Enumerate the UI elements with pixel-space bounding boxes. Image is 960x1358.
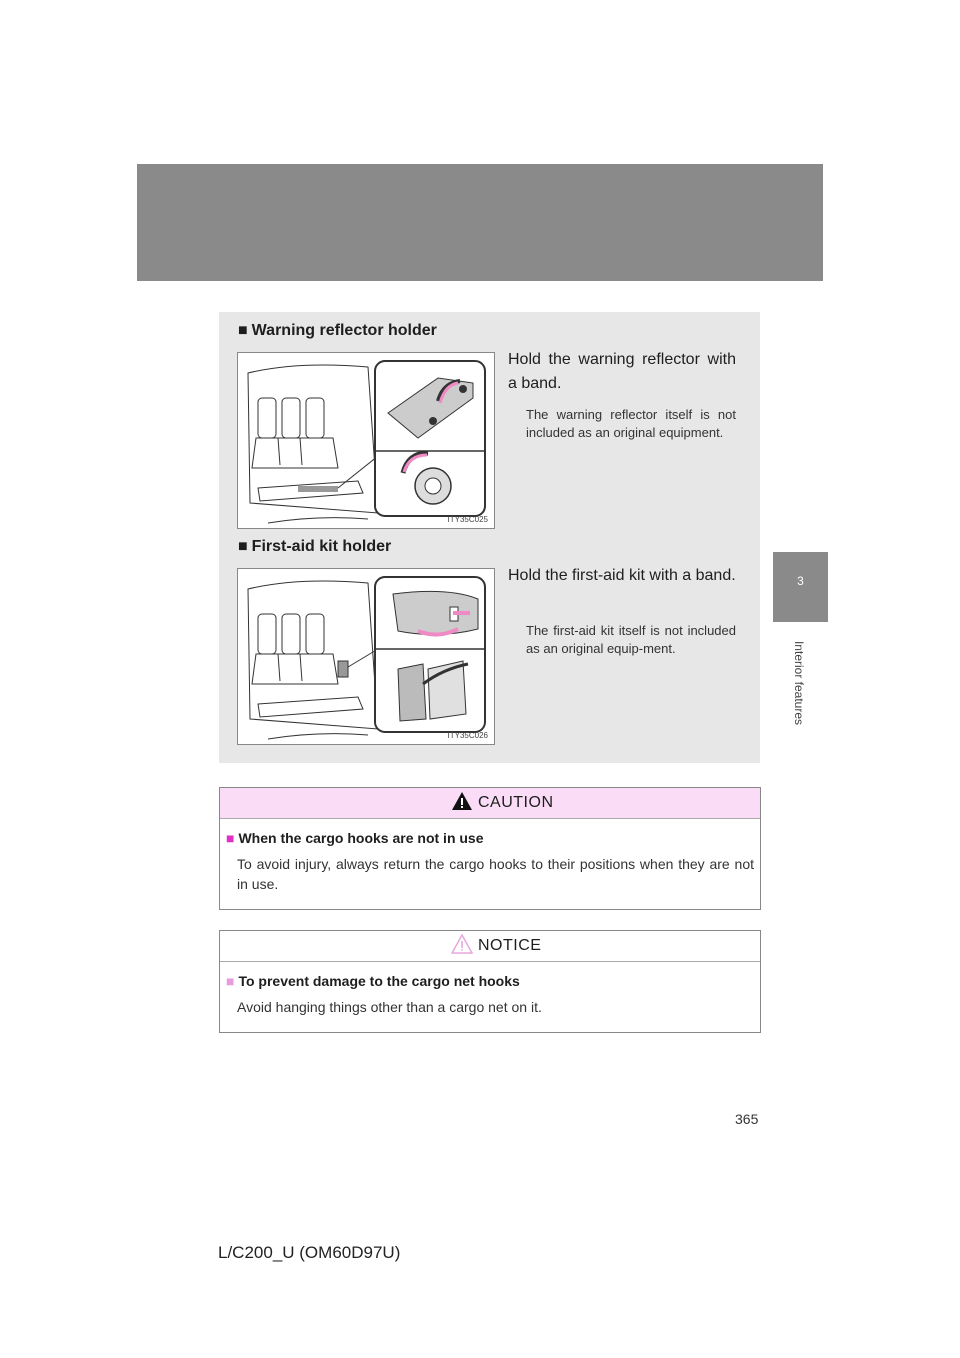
warning-reflector-heading: ■ Warning reflector holder <box>238 322 437 339</box>
chapter-tab[interactable] <box>773 552 828 622</box>
chapter-number: 3 <box>797 574 804 588</box>
footer-model-code: L/C200_U (OM60D97U) <box>218 1243 401 1262</box>
notice-triangle-icon <box>451 934 473 954</box>
first-aid-heading-text: First-aid kit holder <box>251 538 392 555</box>
caution-subheading: ■ When the cargo hooks are not in use <box>226 830 484 846</box>
caution-box <box>219 787 761 910</box>
header-band <box>137 164 823 281</box>
chapter-side-caption <box>769 628 829 738</box>
caution-text: To avoid injury, always return the cargo hooks to their positions when they are not in use. <box>237 856 754 892</box>
caution-header <box>220 788 760 819</box>
first-aid-instruction: Hold the first-aid kit with a band. <box>508 567 736 584</box>
warning-reflector-note: The warning reflector itself is not included as an original equipment. <box>526 407 736 440</box>
notice-text: Avoid hanging things other than a cargo net on it. <box>237 999 542 1015</box>
figure-code: ITY35C025 <box>447 515 488 524</box>
warning-reflector-figure <box>237 352 495 529</box>
notice-subheading-text: To prevent damage to the cargo net hooks <box>238 973 520 989</box>
caution-title: CAUTION <box>478 794 554 811</box>
notice-title: NOTICE <box>478 937 542 954</box>
notice-box <box>219 930 761 1033</box>
notice-subheading: ■ To prevent damage to the cargo net hooks <box>226 973 520 989</box>
warning-reflector-instruction: Hold the warning reflector with a band. <box>508 351 736 392</box>
caution-subheading-text: When the cargo hooks are not in use <box>238 830 484 846</box>
first-aid-heading: ■ First-aid kit holder <box>238 538 392 555</box>
figure-code: ITY35C026 <box>447 731 488 740</box>
chapter-title: Interior features <box>792 640 807 726</box>
warning-reflector-heading-text: Warning reflector holder <box>251 322 437 339</box>
first-aid-note: The first-aid kit itself is not included as an original equip-ment. <box>526 623 736 656</box>
first-aid-figure <box>237 568 495 745</box>
cargo-area-illustration <box>238 353 494 528</box>
warning-triangle-icon <box>451 791 473 811</box>
page-number: 365 <box>735 1111 759 1127</box>
first-aid-illustration <box>238 569 494 744</box>
notice-header <box>220 931 760 962</box>
